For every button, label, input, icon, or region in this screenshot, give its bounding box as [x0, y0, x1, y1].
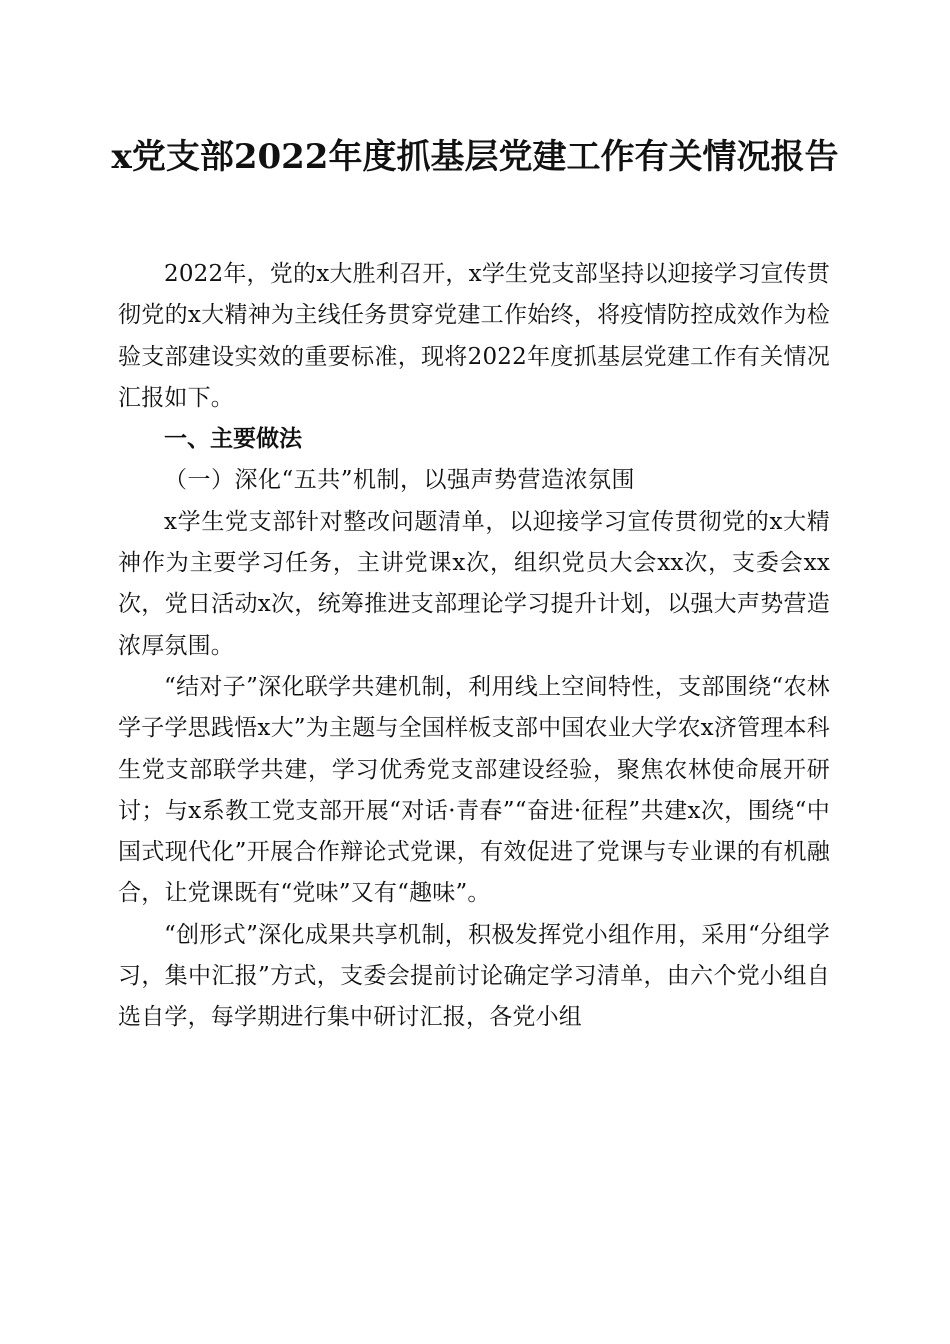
subsection-heading-1: （一）深化“五共”机制，以强声势营造浓氛围 [164, 467, 636, 494]
body-paragraph: “结对子”深化联学共建机制，利用线上空间特性，支部围绕“农林学子学思践悟x大”为主题与全国样板支部中国农业大学农x济管理本科生党支部联学共建，学习优秀党支部建设经验，聚焦农林使命展开研讨；与x系教工党支部开展“对话·青春”“奋进·征程”共建x次，围绕“中国式现代化”开展合作辩论式党课，有效促进了党课与专业课的有机融合，让党课既有“党味”又有“趣味”。 [118, 673, 830, 907]
document-title: x党支部2022年度抓基层党建工作有关情况报告 [111, 137, 839, 177]
body-paragraph: x学生党支部针对整改问题清单，以迎接学习宣传贯彻党的x大精神作为主要学习任务，主讲党课x次，组织党员大会xx次，支委会xx次，党日活动x次，统筹推进支部理论学习提升计划，以强大声势营造浓厚氛围。 [118, 508, 830, 659]
body-paragraph: “创形式”深化成果共享机制，积极发挥党小组作用，采用“分组学习，集中汇报”方式，支委会提前讨论确定学习清单，由六个党小组自选自学，每学期进行集中研讨汇报，各党小组 [118, 921, 830, 1031]
document-body [118, 254, 830, 1039]
section-heading-main-practices: 一、主要做法 [164, 426, 302, 453]
intro-paragraph: 2022年，党的x大胜利召开，x学生党支部坚持以迎接学习宣传贯彻党的x大精神为主线任务贯穿党建工作始终，将疫情防控成效作为检验支部建设实效的重要标准，现将2022年度抓基层党建工作有关情况汇报如下。 [118, 261, 830, 411]
